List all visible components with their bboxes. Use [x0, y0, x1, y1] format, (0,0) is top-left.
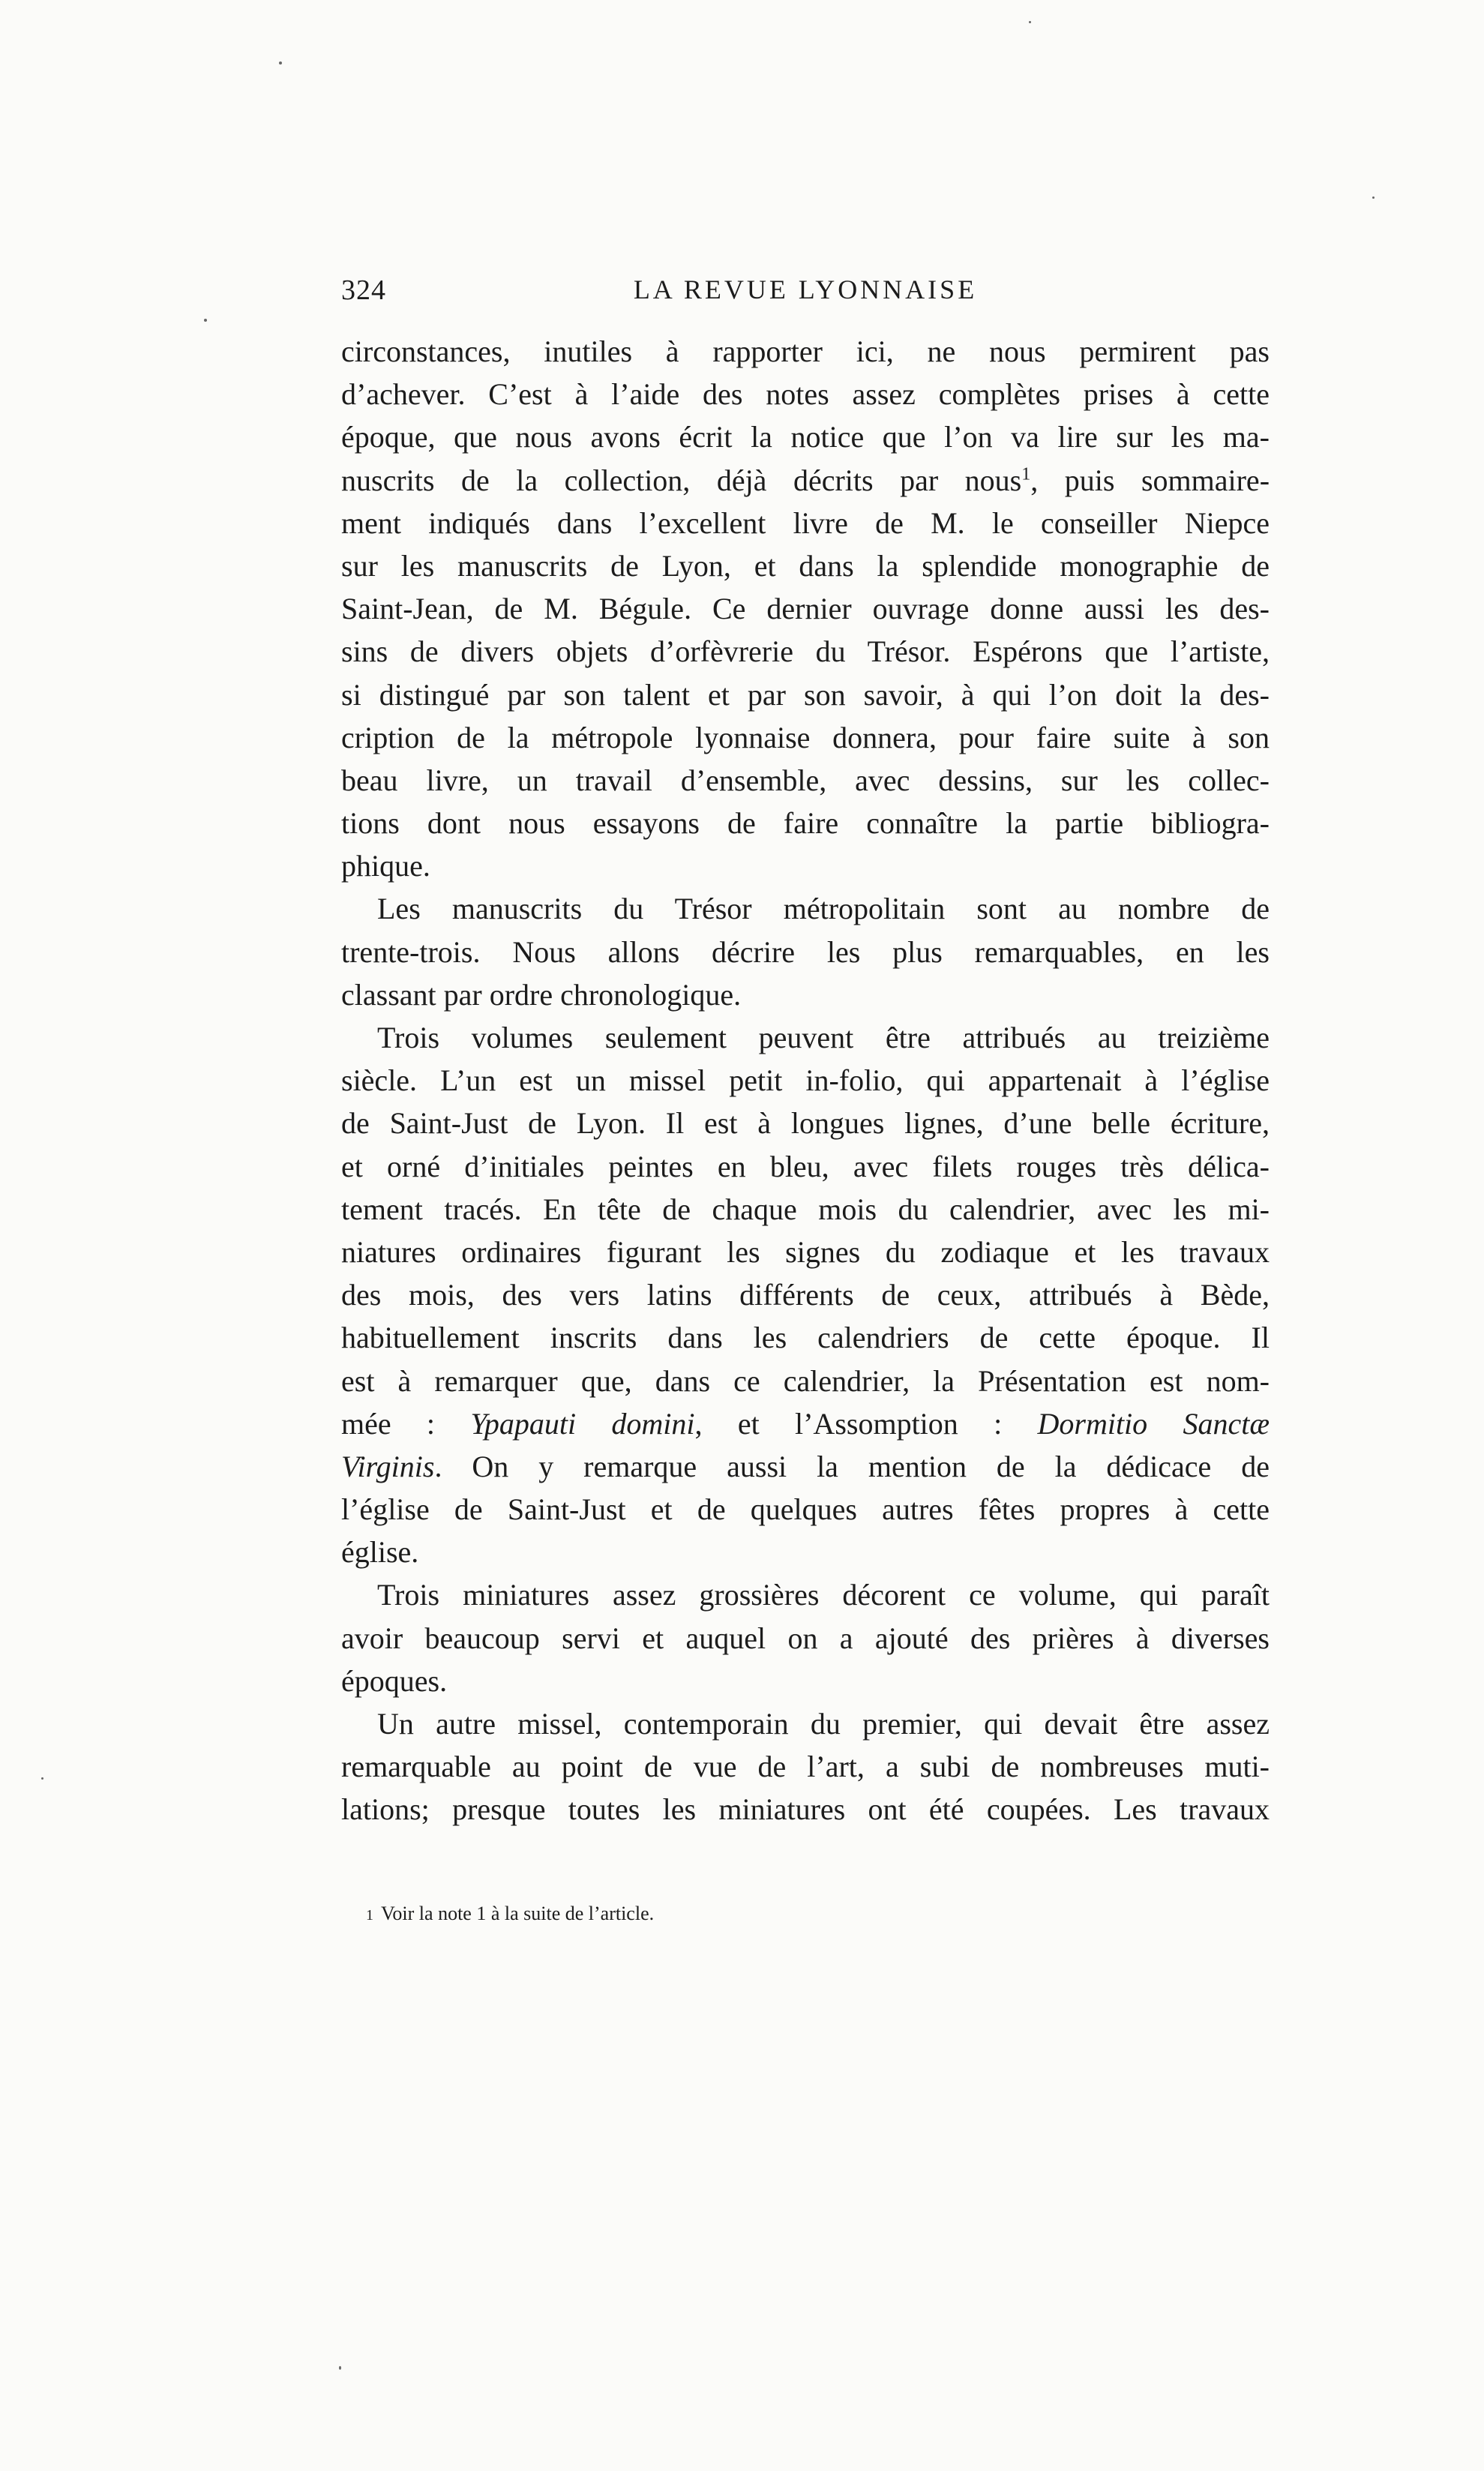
- text-line: sins de divers objets d’orfèvrerie du Trésor. Espérons que l’artiste,: [341, 634, 1270, 669]
- footnote-number: 1: [366, 1907, 373, 1924]
- footnote: [366, 1901, 654, 1928]
- text-line: habituellement inscrits dans les calendriers de cette époque. Il: [341, 1321, 1270, 1355]
- text-line: des mois, des vers latins différents de ceux, attribués à Bède,: [341, 1278, 1270, 1312]
- text-line: [341, 1402, 1270, 1445]
- text-line: sur les manuscrits de Lyon, et dans la splendide monographie de: [341, 548, 1270, 583]
- text-line: de Saint-Just de Lyon. Il est à longues lignes, d’une belle écriture,: [341, 1106, 1270, 1141]
- text-line: trente-trois. Nous allons décrire les plus remarquables, en les: [341, 934, 1270, 969]
- page-number: 324: [341, 274, 386, 306]
- latin-phrase: Virginis: [341, 1449, 435, 1483]
- scan-speck: [339, 2366, 341, 2370]
- page-header: [341, 274, 1270, 319]
- text-line: tions dont nous essayons de faire connaître la partie bibliogra-: [341, 806, 1270, 841]
- scan-speck: [1372, 196, 1375, 199]
- text-line: et orné d’initiales peintes en bleu, avec filets rouges très délica-: [341, 1149, 1270, 1183]
- text-line: est à remarquer que, dans ce calendrier, la Présentation est nom-: [341, 1363, 1270, 1398]
- text-line: avoir beaucoup servi et auquel on a ajouté des prières à diverses: [341, 1621, 1270, 1655]
- text-segment: nuscrits de la collection, déjà décrits par nous: [341, 463, 1022, 497]
- text-line: Trois volumes seulement peuvent être attribués au treizième: [377, 1021, 1270, 1054]
- body-text: [341, 330, 1270, 1831]
- text-line: d’achever. C’est à l’aide des notes assez complètes prises à cette: [341, 377, 1270, 412]
- text-line: circonstances, inutiles à rapporter ici, ne nous permirent pas: [341, 334, 1270, 368]
- scan-speck: [1029, 21, 1031, 23]
- text-line: l’église de Saint-Just et de quelques autres fêtes propres à cette: [341, 1492, 1270, 1527]
- text-line: [341, 1445, 1270, 1488]
- text-line: lations; presque toutes les miniatures ont été coupées. Les travaux: [341, 1792, 1270, 1827]
- scan-speck: [279, 61, 282, 64]
- text-line: si distingué par son talent et par son savoir, à qui l’on doit la des-: [341, 677, 1270, 712]
- text-segment: . On y remarque aussi la mention de la dédicace de: [434, 1449, 1270, 1483]
- text-line: classant par ordre chronologique.: [341, 977, 742, 1012]
- text-line: Les manuscrits du Trésor métropolitain sont au nombre de: [377, 892, 1270, 926]
- text-line: église.: [341, 1535, 419, 1570]
- text-segment: mée :: [341, 1406, 471, 1441]
- footnote-reference[interactable]: 1: [1021, 464, 1031, 484]
- text-line: niatures ordinaires figurant les signes du zodiaque et les travaux: [341, 1234, 1270, 1269]
- footnote-text: Voir la note 1 à la suite de l’article.: [381, 1903, 655, 1924]
- text-line: tement tracés. En tête de chaque mois du calendrier, avec les mi-: [341, 1192, 1270, 1226]
- text-line: ment indiqués dans l’excellent livre de M. le conseiller Niepce: [341, 505, 1270, 540]
- latin-phrase: Dormitio Sanctæ: [1037, 1406, 1270, 1441]
- text-line: époques.: [341, 1663, 448, 1698]
- text-line: Un autre missel, contemporain du premier, qui devait être assez: [377, 1707, 1270, 1741]
- text-line: cription de la métropole lyonnaise donnera, pour faire suite à son: [341, 720, 1270, 754]
- running-title: LA REVUE LYONNAISE: [633, 274, 978, 304]
- text-line: siècle. L’un est un missel petit in-folio, qui appartenait à l’église: [341, 1063, 1270, 1098]
- latin-phrase: Ypapauti domini: [470, 1406, 695, 1441]
- scan-speck: [204, 319, 207, 322]
- text-line: beau livre, un travail d’ensemble, avec dessins, sur les collec-: [341, 763, 1270, 797]
- text-segment: , puis sommaire-: [1030, 463, 1270, 497]
- scan-speck: [41, 1777, 43, 1780]
- text-line: Trois miniatures assez grossières décorent ce volume, qui paraît: [377, 1578, 1270, 1612]
- text-line: [341, 459, 1270, 502]
- text-line: Saint-Jean, de M. Bégule. Ce dernier ouvrage donne aussi les des-: [341, 592, 1270, 626]
- text-line: remarquable au point de vue de l’art, a subi de nombreuses muti-: [341, 1750, 1270, 1784]
- text-line: phique.: [341, 849, 430, 883]
- text-segment: , et l’Assomption :: [694, 1406, 1038, 1441]
- text-line: époque, que nous avons écrit la notice que l’on va lire sur les ma-: [341, 420, 1270, 454]
